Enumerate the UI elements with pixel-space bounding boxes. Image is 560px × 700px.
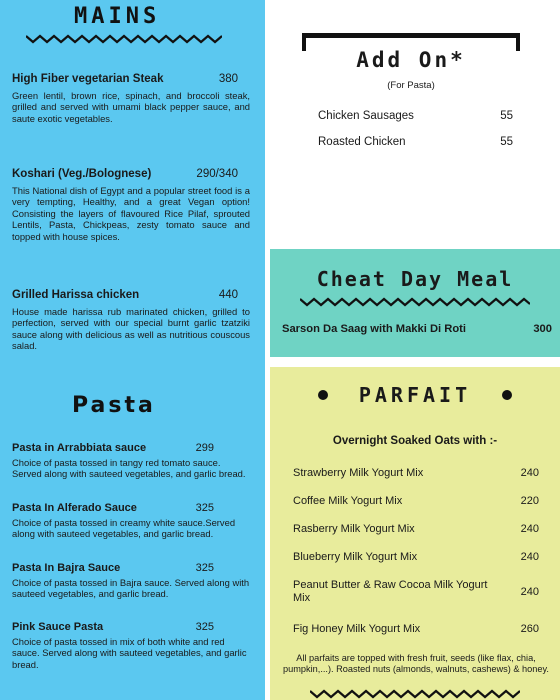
- item-price: 240: [520, 467, 539, 479]
- item-name: Blueberry Milk Yogurt Mix: [293, 551, 418, 563]
- item-name: Pasta In Alferado Sauce: [12, 502, 137, 514]
- item-name: Sarson Da Saag with Makki Di Roti: [282, 323, 467, 335]
- item-description: This National dish of Egypt and a popular street food is a very tempting, Healthy, and a great Vegan option! Consisting the layers of flavoured Rice Pilaf, sprouted Lentils, Pasta, Chickpeas, zesty tomato sauce and topped with house spices.: [12, 185, 250, 242]
- item-price: 300: [533, 323, 552, 335]
- item-price: 240: [520, 551, 539, 563]
- mains-zigzag-divider: [26, 34, 222, 44]
- item-name: Strawberry Milk Yogurt Mix: [293, 467, 424, 479]
- item-price: 220: [520, 495, 539, 507]
- parfait-item: [293, 495, 539, 508]
- item-name: Chicken Sausages: [318, 110, 414, 122]
- parfait-item: [293, 523, 539, 536]
- parfait-item: [293, 467, 539, 480]
- item-price: 240: [520, 586, 539, 598]
- addon-title: Add On*: [356, 48, 466, 72]
- parfait-zigzag-divider: [310, 689, 520, 699]
- parfait-subtitle: Overnight Soaked Oats with :-: [332, 435, 498, 447]
- item-price: 380: [218, 73, 238, 85]
- item-price: 55: [500, 136, 513, 148]
- menu-item: [12, 502, 250, 540]
- left-panel: [0, 0, 265, 700]
- item-price: 440: [218, 289, 238, 301]
- item-name: Pasta In Bajra Sauce: [12, 562, 121, 574]
- item-name: Roasted Chicken: [318, 136, 406, 148]
- cheat-day-item: [282, 323, 552, 335]
- menu-item: [12, 289, 250, 352]
- parfait-title: PARFAIT: [358, 383, 472, 407]
- item-name: Grilled Harissa chicken: [12, 289, 140, 301]
- item-description: Green lentil, brown rice, spinach, and broccoli steak, grilled and served with umami black pepper sauce, and saute exotic vegetables.: [12, 90, 250, 124]
- item-price: 299: [195, 442, 214, 454]
- parfait-note: All parfaits are topped with fresh fruit, seeds (like flax, chia, pumpkin,...). Roasted nuts (almonds, walnuts, cashews) & honey.: [283, 653, 549, 674]
- item-name: Fig Honey Milk Yogurt Mix: [293, 623, 421, 635]
- item-name: Peanut Butter & Raw Cocoa Milk Yogurt Mix: [293, 579, 488, 604]
- bullet-dot-icon: [502, 390, 512, 400]
- menu-item: [12, 73, 250, 124]
- item-name: Coffee Milk Yogurt Mix: [293, 495, 403, 507]
- menu-item: [12, 621, 250, 670]
- item-description: Choice of pasta tossed in creamy white sauce.Served along with sauteed vegetables, and garlic bread.: [12, 517, 236, 540]
- item-description: Choice of pasta tossed in mix of both white and red sauce. Served along with sauteed vegetables, and garlic bread.: [12, 636, 247, 670]
- cheat-day-panel: [270, 249, 560, 357]
- item-price: 325: [195, 621, 214, 633]
- addon-top-bar: [302, 33, 520, 38]
- addon-item: [318, 136, 513, 148]
- item-description: Choice of pasta tossed in tangy red tomato sauce. Served along with sauteed vegetables, and garlic bread.: [12, 457, 246, 480]
- cheat-day-title: Cheat Day Meal: [316, 267, 514, 291]
- item-price: 290/340: [196, 168, 238, 180]
- item-price: 260: [520, 623, 539, 635]
- item-name: Pink Sauce Pasta: [12, 621, 104, 633]
- addon-subtitle: (For Pasta): [387, 80, 435, 91]
- parfait-item: [293, 623, 539, 636]
- item-name: High Fiber vegetarian Steak: [12, 73, 164, 85]
- item-description: House made harissa rub marinated chicken, grilled to perfection, served with our special burnt garlic tzatziki sauce along with delicious as well as nutritious couscous salad.: [12, 306, 250, 352]
- mains-title: MAINS: [74, 4, 161, 29]
- menu-item: [12, 442, 250, 480]
- item-price: 240: [520, 523, 539, 535]
- addon-item: [318, 110, 513, 122]
- item-price: 325: [195, 562, 214, 574]
- parfait-panel: [270, 367, 560, 700]
- parfait-item: [293, 579, 539, 605]
- item-description: Choice of pasta tossed in Bajra sauce. Served along with sauteed vegetables, and garlic bread.: [12, 577, 250, 600]
- parfait-item: [293, 551, 539, 564]
- item-price: 55: [500, 110, 513, 122]
- cheat-zigzag-divider: [300, 297, 530, 307]
- item-name: Rasberry Milk Yogurt Mix: [293, 523, 415, 535]
- pasta-title: Pasta: [72, 393, 156, 418]
- menu-item: [12, 168, 250, 242]
- item-name: Pasta in Arrabbiata sauce: [12, 442, 147, 454]
- item-name: Koshari (Veg./Bolognese): [12, 168, 152, 180]
- item-price: 325: [195, 502, 214, 514]
- menu-item: [12, 562, 250, 600]
